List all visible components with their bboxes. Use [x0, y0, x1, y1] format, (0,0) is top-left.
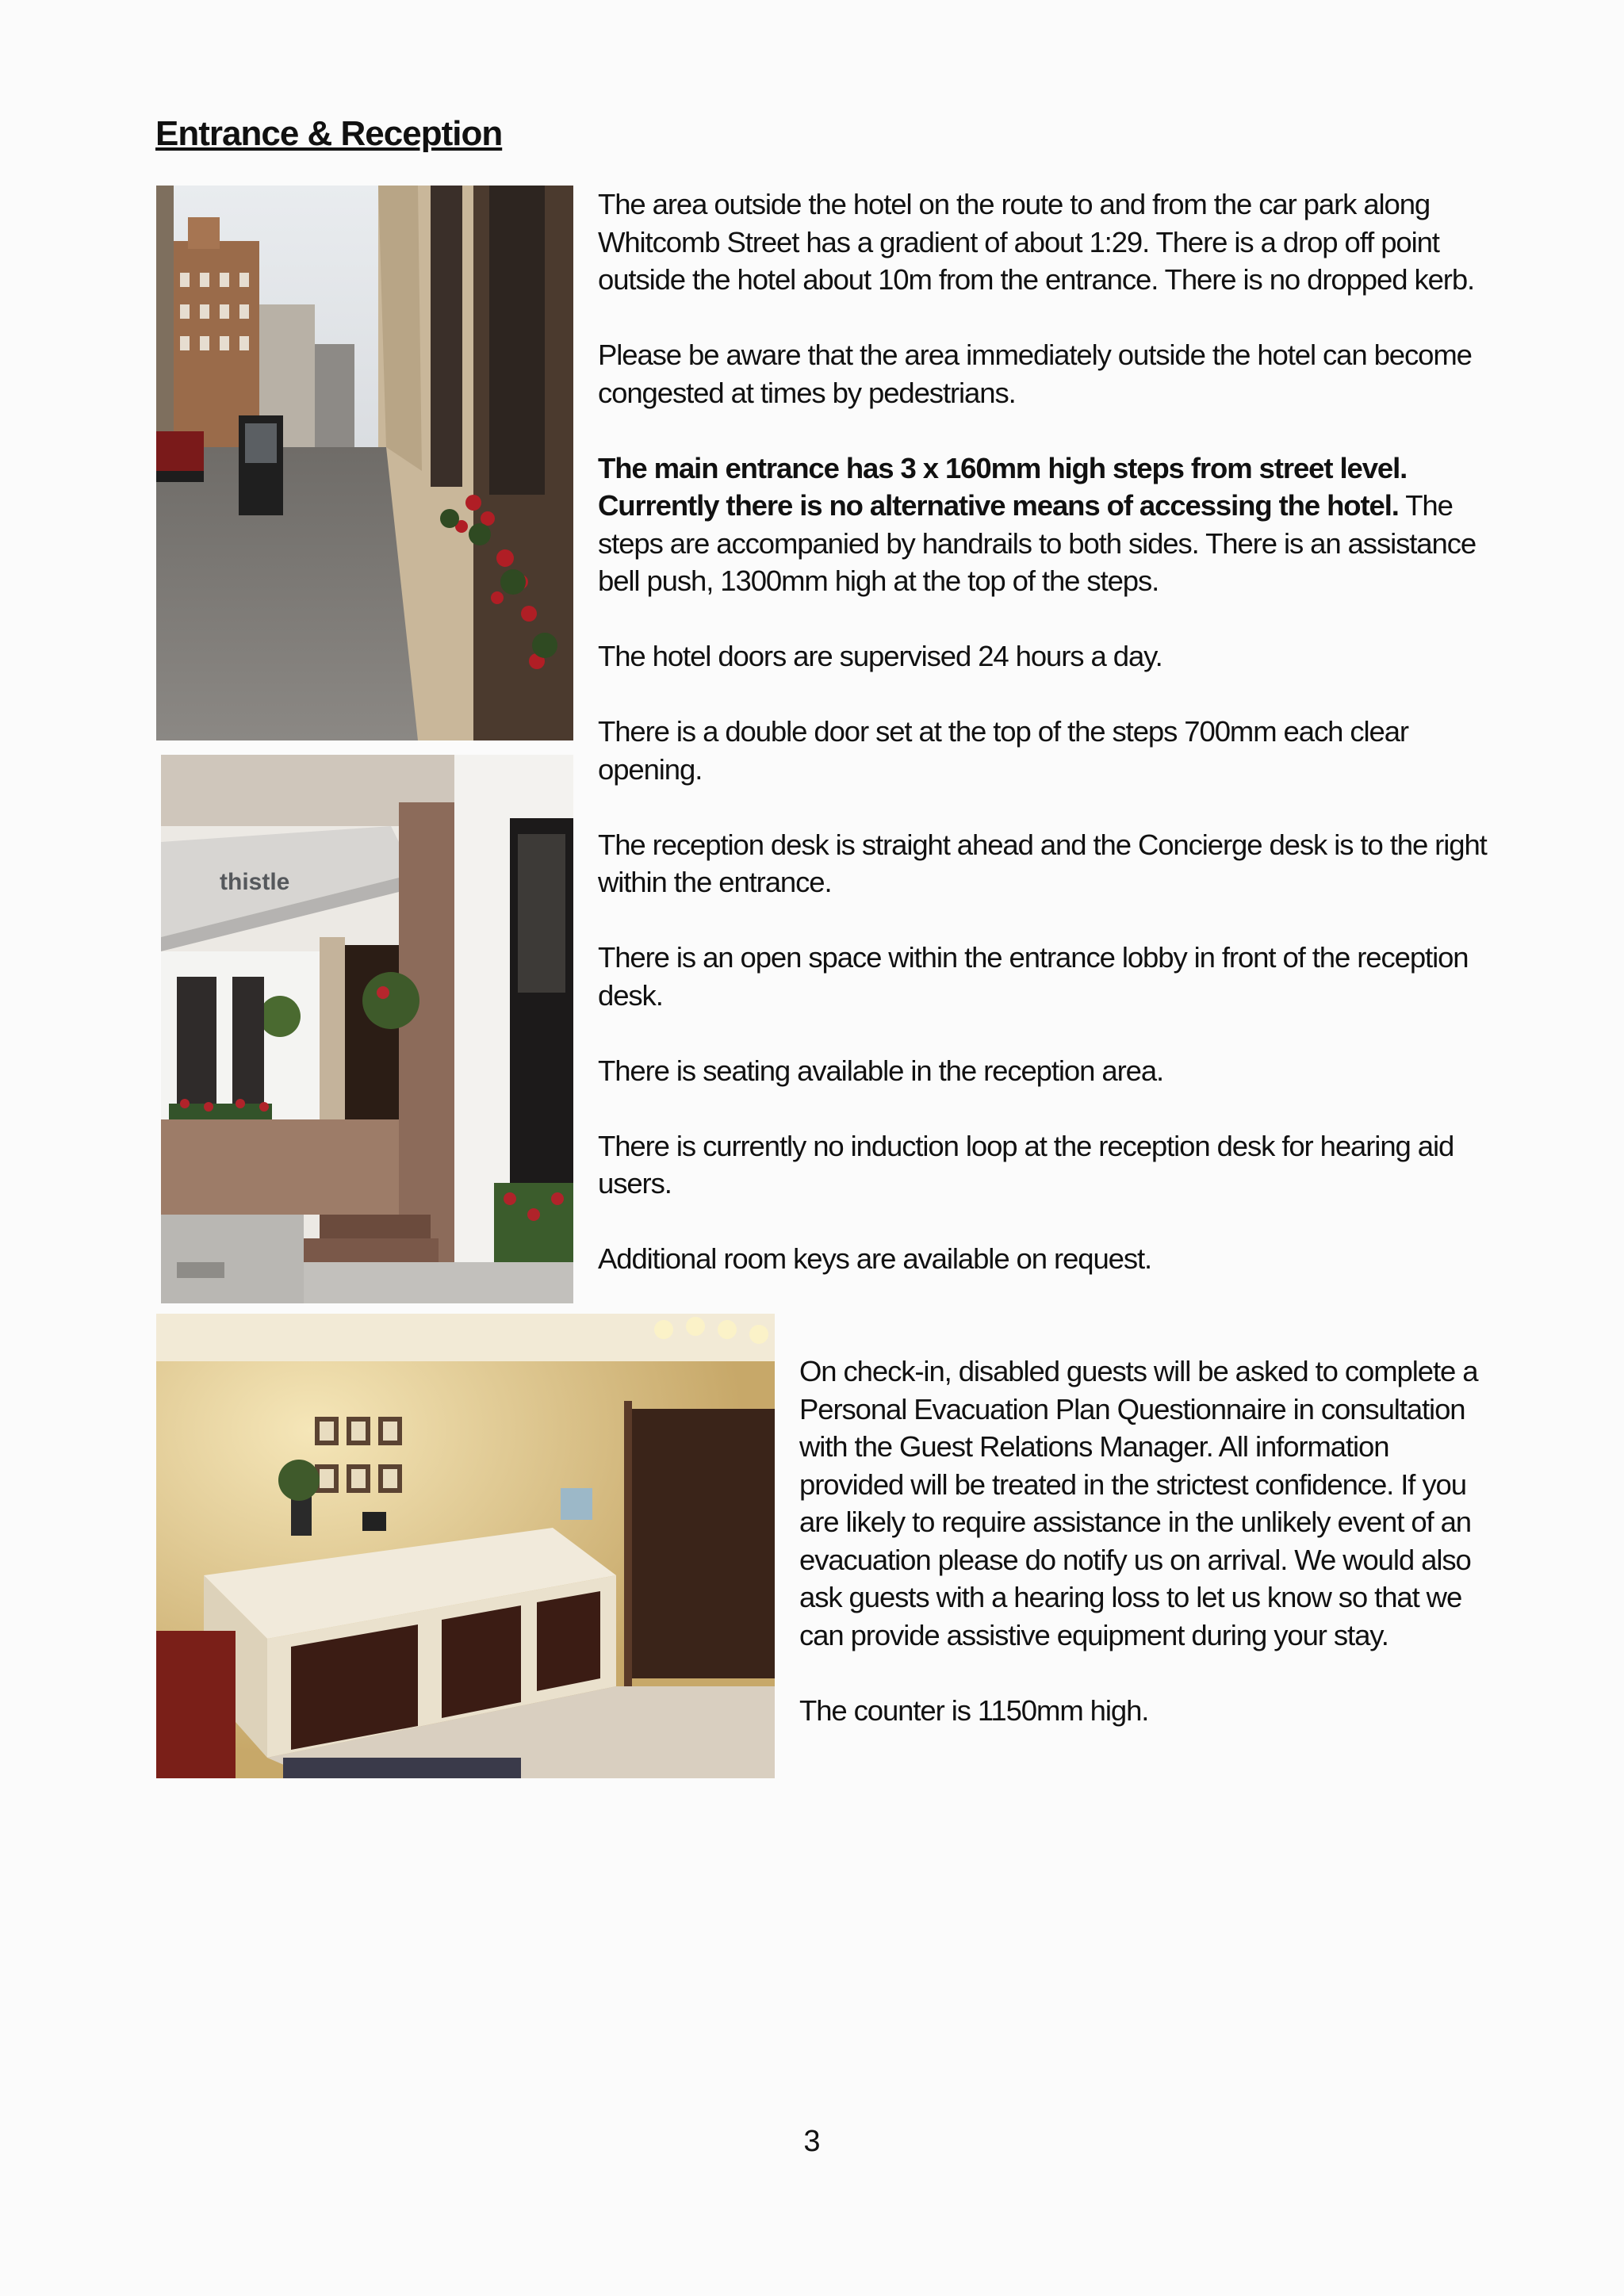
paragraph-congestion: Please be aware that the area immediately outside the hotel can become congested at times by pedestrians. [598, 339, 1472, 409]
main-entrance-text: The steps are accompanied by handrails to both sides. There is an assistance bell push, 1300mm high at the top of the steps. [598, 489, 1477, 597]
main-entrance-bold-text: The main entrance has 3 x 160mm high steps from street level. Currently there is no alternative means of accessing the hotel. [598, 451, 1408, 522]
paragraph-evacuation-plan: On check-in, disabled guests will be asked to complete a Personal Evacuation Plan Questionnaire in consultation with the Guest Relations Manager. All information provided will be treated in the strictest confidence. If you are likely to require assistance in the unlikely event of an evacuation please do notify us on arrival. We would also ask guests with a hearing loss to let us know so that we can provide assistive equipment during your stay. [799, 1355, 1478, 1651]
section-heading: Entrance & Reception [155, 114, 503, 153]
reception-desk-photo [156, 1314, 775, 1778]
check-in-details-column [799, 1353, 1481, 1729]
paragraph-reception-desk: The reception desk is straight ahead and the Concierge desk is to the right within the entrance. [598, 828, 1487, 898]
paragraph-seating: There is seating available in the reception area. [598, 1054, 1164, 1087]
paragraph-counter-height: The counter is 1150mm high. [799, 1693, 1149, 1727]
paragraph-open-space: There is an open space within the entrance lobby in front of the reception desk. [598, 941, 1469, 1012]
page-number: 3 [803, 2125, 821, 2158]
paragraph-room-keys: Additional room keys are available on request. [598, 1242, 1152, 1275]
street-photo [156, 186, 573, 740]
hotel-entrance-photo [161, 755, 573, 1303]
paragraph-doors-supervised: The hotel doors are supervised 24 hours a day. [598, 640, 1162, 672]
thistle-sign: thistle [220, 869, 290, 895]
paragraph-main-entrance [598, 450, 1510, 600]
paragraph-route: The area outside the hotel on the route to and from the car park along Whitcomb Street has a gradient of about 1:29. There is a drop off point outside the hotel about 10m from the entrance. There is no dropped kerb. [598, 188, 1475, 296]
entrance-details-column [598, 186, 1510, 1278]
paragraph-double-door: There is a double door set at the top of the steps 700mm each clear opening. [598, 715, 1408, 786]
paragraph-induction-loop: There is currently no induction loop at the reception desk for hearing aid users. [598, 1129, 1454, 1200]
